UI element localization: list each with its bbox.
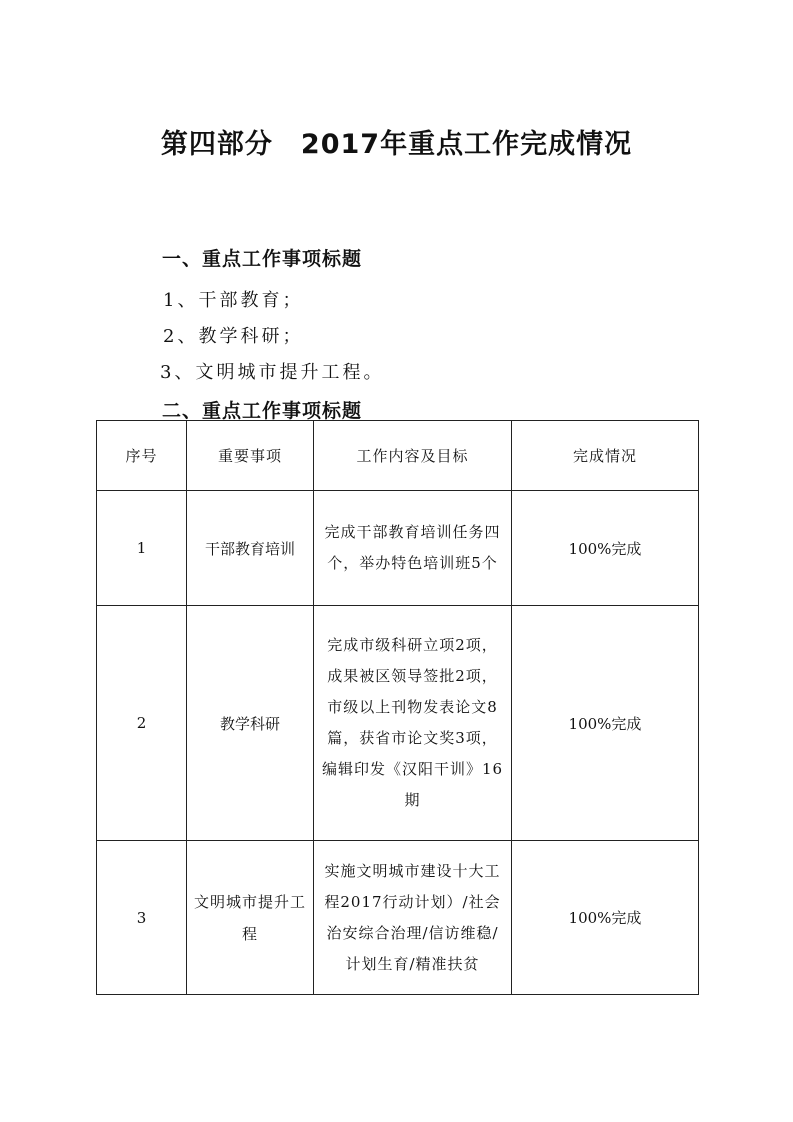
work-items-table [96,420,699,995]
row-status: 100%完成 [512,491,699,606]
page-title: 第四部分 2017年重点工作完成情况 [160,129,633,160]
row-status: 100%完成 [512,606,699,841]
column-header-status: 完成情况 [512,421,699,491]
list-item: 2、教学科研； [163,326,304,347]
row-item: 干部教育培训 [187,491,314,606]
row-item: 教学科研 [187,606,314,841]
column-header-item: 重要事项 [187,421,314,491]
row-number: 1 [97,491,187,606]
row-item: 文明城市提升工程 [194,892,307,943]
row-status: 100%完成 [512,841,699,995]
table-row [97,491,699,606]
table-row [97,606,699,841]
section-2-heading: 二、重点工作事项标题 [162,400,363,422]
row-number: 3 [97,841,187,995]
column-header-content: 工作内容及目标 [314,421,512,491]
list-item: 1、干部教育； [163,290,304,311]
column-header-no: 序号 [97,421,187,491]
row-content: 实施文明城市建设十大工程2017行动计划）/社会治安综合治理/信访维稳/计划生育/精准扶贫 [314,841,512,995]
row-content: 完成干部教育培训任务四个，举办特色培训班5个 [314,491,512,606]
row-content: 完成市级科研立项2项，成果被区领导签批2项，市级以上刊物发表论文8篇，获省市论文奖3项，编辑印发《汉阳干训》16期 [314,606,512,841]
row-number: 2 [97,606,187,841]
row-item-cell [187,841,314,995]
section-1-heading: 一、重点工作事项标题 [162,248,363,270]
table-row [97,841,699,995]
table-header-row [97,421,699,491]
list-item: 3、文明城市提升工程。 [160,362,385,383]
